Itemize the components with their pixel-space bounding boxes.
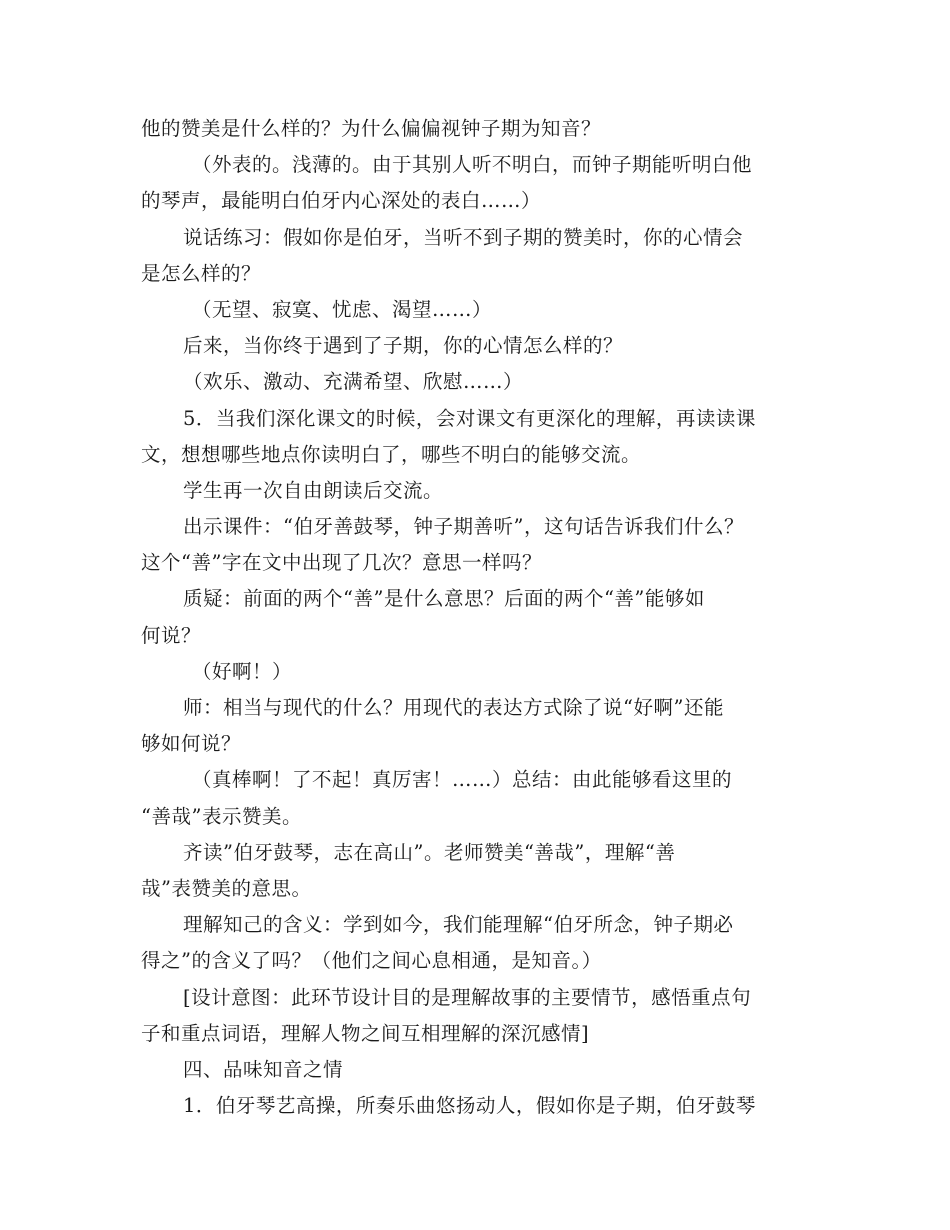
text-line: （欢乐、激动、充满希望、欣慰……） [183,370,524,394]
text-line: 这个“善”字在文中出现了几次？意思一样吗？ [141,551,542,575]
text-line: 出示课件：“伯牙善鼓琴，钟子期善听”，这句话告诉我们什么？ [183,515,744,539]
text-line: （真棒啊！了不起！真厉害！……）总结：由此能够看这里的 [192,768,733,792]
text-line: 文，想想哪些地点你读明白了，哪些不明白的能够交流。 [141,442,642,466]
text-line: （好啊！） [192,659,293,683]
text-line: 学生再一次自由朗读后交流。 [183,478,444,502]
text-line: 齐读”伯牙鼓琴，志在高山”。老师赞美“善哉”，理解“善 [183,840,676,864]
text-line: 后来，当你终于遇到了子期，你的心情怎么样的？ [183,334,624,358]
text-line: （无望、寂寞、忧虑、渴望……） [192,297,493,321]
text-line: （外表的。浅薄的。由于其别人听不明白，而钟子期能听明白他 [192,153,753,177]
text-line: 说话练习：假如你是伯牙，当听不到子期的赞美时，你的心情会 [183,225,744,249]
text-line: 师：相当与现代的什么？用现代的表达方式除了说“好啊”还能 [183,696,724,719]
text-line: 理解知己的含义：学到如今，我们能理解“伯牙所念，钟子期必 [183,913,734,937]
text-line: 够如何说？ [141,732,242,756]
text-line: 哉”表赞美的意思。 [141,876,312,900]
text-line: 质疑：前面的两个“善”是什么意思？后面的两个“善”能够如 [183,587,705,611]
text-line: 的琴声，最能明白伯牙内心深处的表白……） [141,189,542,213]
text-line: 1．伯牙琴艺高操，所奏乐曲悠扬动人，假如你是子期，伯牙鼓琴 [183,1094,756,1118]
text-line: 得之”的含义了吗？（他们之间心息相通，是知音。） [141,949,602,973]
section-heading: 四、品味知音之情 [183,1057,344,1081]
text-line: “善哉”表示赞美。 [141,804,302,828]
body-text [141,111,811,1124]
text-line: 他的赞美是什么样的？为什么偏偏视钟子期为知音？ [141,117,602,140]
text-line: [设计意图：此环节设计目的是理解故事的主要情节，感悟重点句 [183,985,752,1009]
text-line: 何说？ [141,623,202,647]
text-line: 子和重点词语，理解人物之间互相理解的深沉感情] [141,1021,590,1045]
text-line: 是怎么样的？ [141,261,262,285]
text-line: 5．当我们深化课文的时候，会对课文有更深化的理解，再读读课 [183,406,756,430]
